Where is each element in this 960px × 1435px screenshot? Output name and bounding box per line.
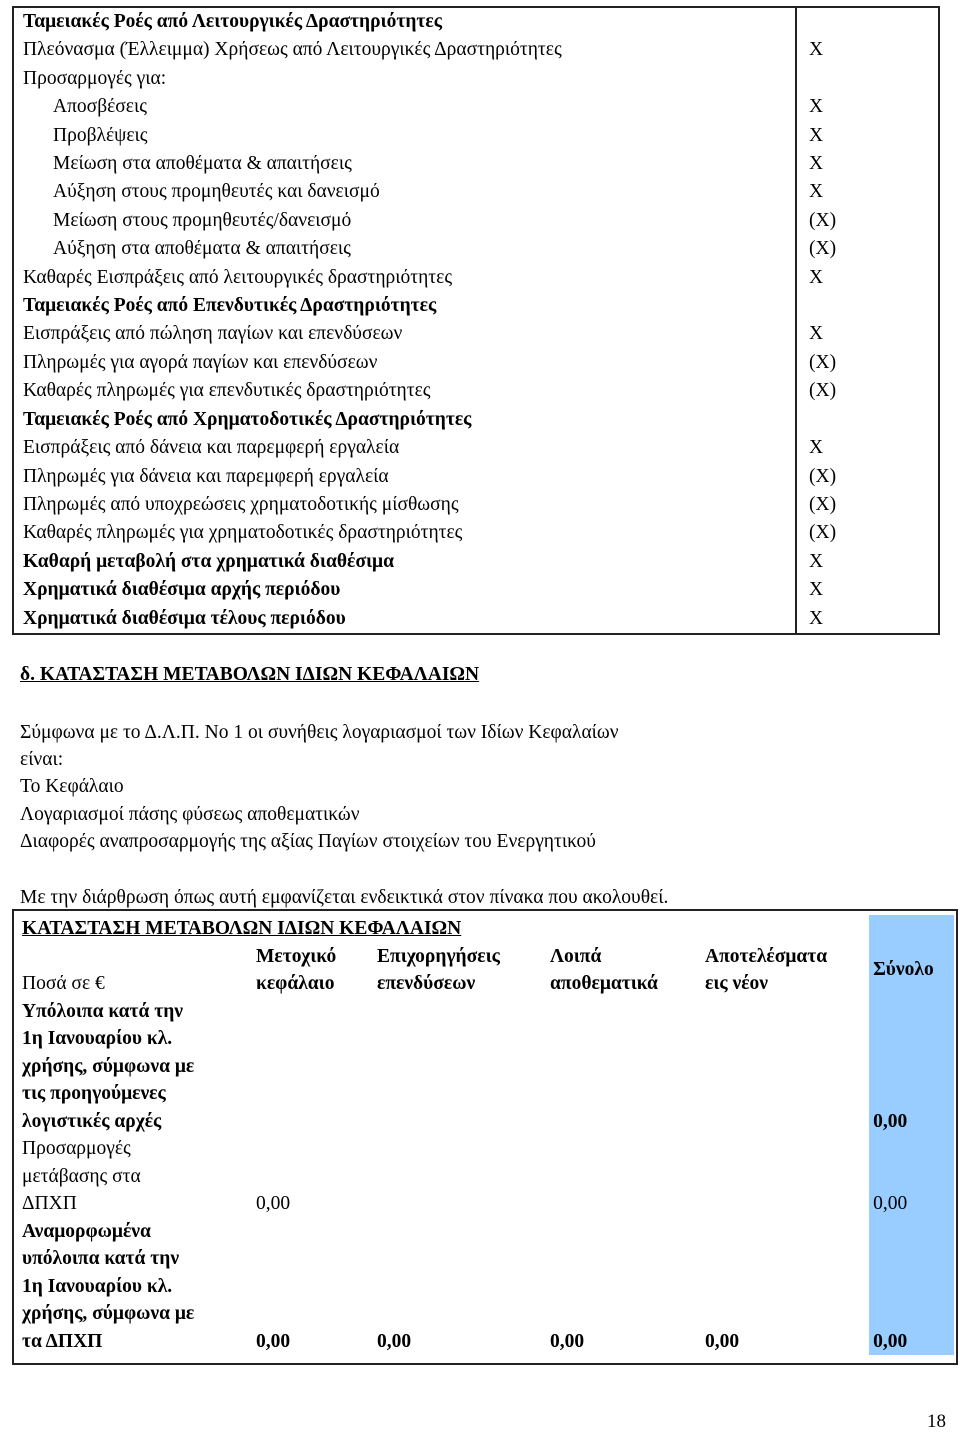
cashflow-row <box>13 377 939 405</box>
cashflow-row <box>13 434 939 462</box>
cashflow-row-value: Χ <box>796 320 939 348</box>
cashflow-row-value: Χ <box>796 576 939 604</box>
cashflow-row <box>13 36 939 64</box>
cashflow-row-label: Καθαρές πληρωμές για χρηματοδοτικές δραστηριότητες <box>23 522 463 544</box>
intro-line-4: Λογαριασμοί πάσης φύσεως αποθεματικών <box>20 804 360 825</box>
cashflow-row-value: Χ <box>796 548 939 576</box>
row-opening-balance-total: 0,00 <box>869 998 954 1136</box>
cashflow-row-value: (Χ) <box>796 207 939 235</box>
row-restated-grants: 0,00 <box>377 1330 412 1352</box>
cashflow-row <box>13 122 939 150</box>
cashflow-row <box>13 406 939 434</box>
cashflow-row <box>13 150 939 178</box>
cashflow-row-value: Χ <box>796 264 939 292</box>
cashflow-row <box>13 292 939 320</box>
cashflow-row-label: Μείωση στους προμηθευτές/δανεισμό <box>53 209 352 231</box>
amounts-label: Ποσά σε € <box>22 973 105 994</box>
cashflow-row-value: (Χ) <box>796 463 939 491</box>
cashflow-row <box>13 463 939 491</box>
cashflow-row-label: Προσαρμογές για: <box>23 67 167 89</box>
total-col-cell <box>869 915 954 943</box>
cashflow-row-label: Εισπράξεις από δάνεια και παρεμφερή εργαλεία <box>23 437 400 459</box>
cashflow-row-value: Χ <box>796 93 939 121</box>
col-other-reserves: Λοιπά αποθεματικά <box>550 945 658 994</box>
cashflow-row <box>13 264 939 292</box>
intro-line-3: Το Κεφάλαιο <box>20 776 124 797</box>
cashflow-row-value: Χ <box>796 605 939 634</box>
cashflow-row-value: (Χ) <box>796 235 939 263</box>
cashflow-row-label: Πληρωμές για δάνεια και παρεμφερή εργαλεία <box>23 465 389 487</box>
cashflow-row-label: Αποσβέσεις <box>53 96 147 118</box>
row-restated-share: 0,00 <box>256 1330 291 1352</box>
cashflow-row-value <box>796 7 939 36</box>
intro-line-2: είναι: <box>20 749 64 770</box>
cashflow-row-value <box>796 292 939 320</box>
row-restated-other: 0,00 <box>550 1330 585 1352</box>
row-transition-total: 0,00 <box>869 1135 954 1218</box>
cashflow-row <box>13 605 939 634</box>
cashflow-row <box>13 491 939 519</box>
cashflow-row <box>13 320 939 348</box>
cashflow-row-label: Χρηματικά διαθέσιμα τέλους περιόδου <box>23 607 346 629</box>
cashflow-row-label: Αύξηση στους προμηθευτές και δανεισμό <box>53 181 380 203</box>
cashflow-row-value: (Χ) <box>796 377 939 405</box>
cashflow-row-label: Μείωση στα αποθέματα & απαιτήσεις <box>53 153 352 175</box>
row-transition-share: 0,00 <box>256 1193 291 1214</box>
cashflow-row-value: (Χ) <box>796 349 939 377</box>
structure-note: Με την διάρθρωση όπως αυτή εμφανίζεται ενδεικτικά στον πίνακα που ακολουθεί. <box>20 887 669 908</box>
cashflow-row-value <box>796 65 939 93</box>
equity-table-title: ΚΑΤΑΣΤΑΣΗ ΜΕΤΑΒΟΛΩΝ ΙΔΙΩΝ ΚΕΦΑΛΑΙΩΝ <box>22 918 462 939</box>
cashflow-row-value: (Χ) <box>796 519 939 547</box>
row-opening-balance-label: Υπόλοιπα κατά την 1η Ιανουαρίου κλ. χρήσης, σύμφωνα με τις προηγούμενες λογιστικές αρχές <box>22 1000 195 1132</box>
cashflow-row <box>13 349 939 377</box>
cashflow-row-value: Χ <box>796 150 939 178</box>
cashflow-row-label: Καθαρές Εισπράξεις από λειτουργικές δραστηριότητες <box>23 266 453 288</box>
cashflow-row <box>13 178 939 206</box>
cashflow-row <box>13 93 939 121</box>
cashflow-row-label: Ταμειακές Ροές από Επενδυτικές Δραστηριότητες <box>23 295 437 317</box>
cashflow-row-value <box>796 406 939 434</box>
cashflow-row-value: Χ <box>796 434 939 462</box>
cashflow-row <box>13 519 939 547</box>
cashflow-row <box>13 207 939 235</box>
cashflow-row-value: Χ <box>796 178 939 206</box>
cashflow-row-label: Καθαρές πληρωμές για επενδυτικές δραστηριότητες <box>23 380 431 402</box>
page-number: 18 <box>927 1411 946 1432</box>
col-retained-results: Αποτελέσματα εις νέον <box>705 945 828 994</box>
row-restated-total: 0,00 <box>869 1218 954 1356</box>
col-total: Σύνολο <box>869 943 954 998</box>
cashflow-row-label: Χρηματικά διαθέσιμα αρχής περιόδου <box>23 579 341 601</box>
intro-line-5: Διαφορές αναπροσαρμογής της αξίας Παγίων στοιχείων του Ενεργητικού <box>20 831 596 852</box>
cashflow-row <box>13 576 939 604</box>
equity-statement-box <box>12 909 958 1365</box>
cashflow-row-label: Εισπράξεις από πώληση παγίων και επενδύσεων <box>23 323 403 345</box>
cashflow-row <box>13 7 939 36</box>
row-restated-label: Αναμορφωμένα υπόλοιπα κατά την 1η Ιανουαρίου κλ. χρήσης, σύμφωνα με τα ΔΠΧΠ <box>22 1220 195 1352</box>
cashflow-row-value: (Χ) <box>796 491 939 519</box>
cashflow-row <box>13 235 939 263</box>
cashflow-row <box>13 548 939 576</box>
row-restated-results: 0,00 <box>705 1330 740 1352</box>
cashflow-row-label: Καθαρή μεταβολή στα χρηματικά διαθέσιμα <box>23 550 394 572</box>
col-grants: Επιχορηγήσεις επενδύσεων <box>377 945 500 994</box>
cashflow-row-label: Ταμειακές Ροές από Λειτουργικές Δραστηριότητες <box>23 11 442 32</box>
cashflow-row-label: Πληρωμές για αγορά παγίων και επενδύσεων <box>23 351 378 373</box>
col-share-capital: Μετοχικό κεφάλαιο <box>256 945 337 994</box>
cashflow-row <box>13 65 939 93</box>
cashflow-row-label: Ταμειακές Ροές από Χρηματοδοτικές Δραστηριότητες <box>23 408 472 430</box>
cashflow-table <box>12 6 940 635</box>
section-d-heading: δ. ΚΑΤΑΣΤΑΣΗ ΜΕΤΑΒΟΛΩΝ ΙΔΙΩΝ ΚΕΦΑΛΑΙΩΝ <box>20 664 480 685</box>
row-transition-label: Προσαρμογές μετάβασης στα ΔΠΧΠ <box>22 1138 141 1214</box>
cashflow-row-label: Αύξηση στα αποθέματα & απαιτήσεις <box>53 238 351 260</box>
cashflow-row-value: Χ <box>796 36 939 64</box>
cashflow-row-label: Πληρωμές από υποχρεώσεις χρηματοδοτικής μίσθωσης <box>23 493 459 515</box>
equity-table <box>18 915 954 1355</box>
cashflow-row-label: Πλεόνασμα (Έλλειμμα) Χρήσεως από Λειτουργικές Δραστηριότητες <box>23 39 562 61</box>
cashflow-row-label: Προβλέψεις <box>53 124 148 146</box>
cashflow-row-value: Χ <box>796 122 939 150</box>
intro-line-1: Σύμφωνα με το Δ.Λ.Π. Νο 1 οι συνήθεις λογαριασμοί των Ιδίων Κεφαλαίων <box>20 722 619 743</box>
